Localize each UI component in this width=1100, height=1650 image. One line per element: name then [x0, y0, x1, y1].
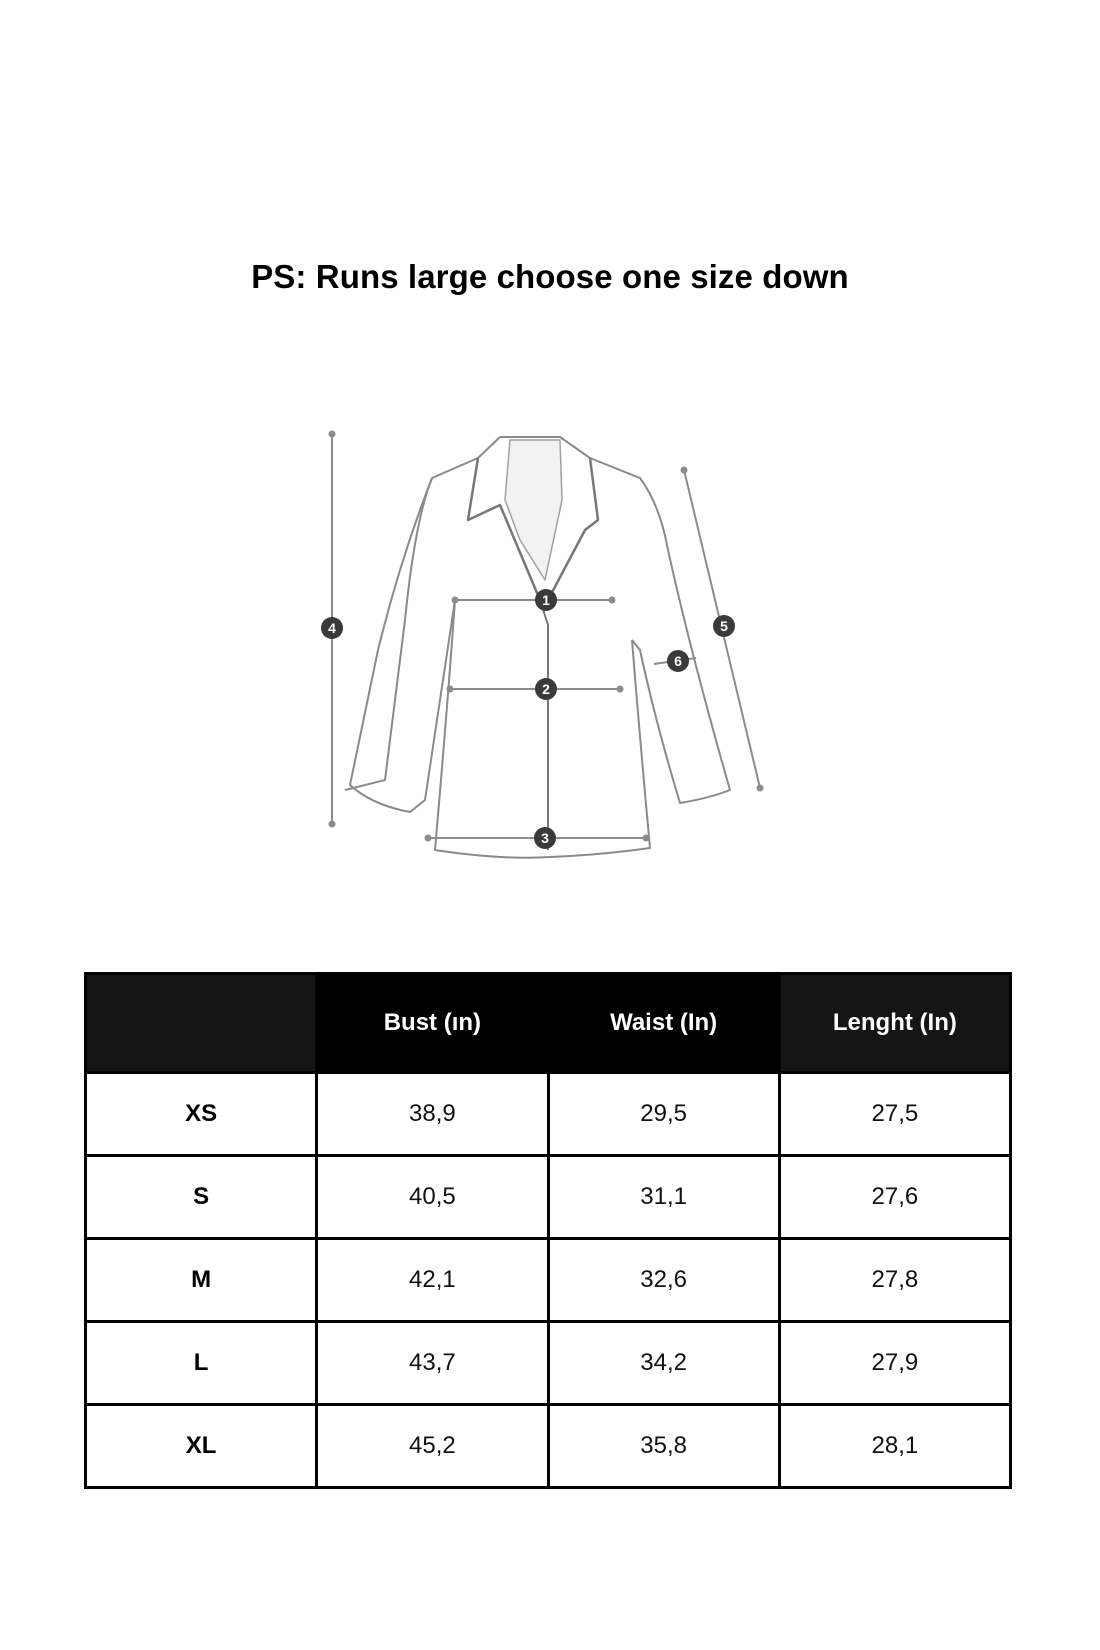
- length-value: 27,9: [779, 1322, 1010, 1405]
- waist-value: 31,1: [548, 1156, 779, 1239]
- marker-6: [667, 650, 689, 672]
- waist-value: 35,8: [548, 1405, 779, 1488]
- size-note: PS: Runs large choose one size down: [251, 258, 849, 295]
- size-label: M: [86, 1239, 317, 1322]
- svg-text:3: 3: [541, 830, 549, 846]
- waist-value: 32,6: [548, 1239, 779, 1322]
- table-header-row: [86, 974, 1011, 1073]
- length-value: 28,1: [779, 1405, 1010, 1488]
- marker-4: [321, 617, 343, 639]
- length-value: 27,6: [779, 1156, 1010, 1239]
- size-label: S: [86, 1156, 317, 1239]
- header-waist: Waist (In): [548, 974, 779, 1073]
- waist-value: 34,2: [548, 1322, 779, 1405]
- header-bust: Bust (ın): [317, 974, 548, 1073]
- marker-5: [713, 615, 735, 637]
- marker-3: [534, 827, 556, 849]
- marker-2: [535, 678, 557, 700]
- size-chart-table: [84, 972, 1012, 1489]
- size-label: L: [86, 1322, 317, 1405]
- table-row: [86, 1073, 1011, 1156]
- blazer-measurement-diagram: [320, 420, 790, 880]
- header-length: Lenght (In): [779, 974, 1010, 1073]
- length-value: 27,5: [779, 1073, 1010, 1156]
- table-row: [86, 1156, 1011, 1239]
- table-row: [86, 1405, 1011, 1488]
- header-size: [86, 974, 317, 1073]
- length-value: 27,8: [779, 1239, 1010, 1322]
- bust-value: 38,9: [317, 1073, 548, 1156]
- size-label: XS: [86, 1073, 317, 1156]
- marker-1: [535, 589, 557, 611]
- svg-text:1: 1: [542, 592, 550, 608]
- bust-value: 45,2: [317, 1405, 548, 1488]
- svg-text:6: 6: [674, 653, 682, 669]
- waist-value: 29,5: [548, 1073, 779, 1156]
- bust-value: 43,7: [317, 1322, 548, 1405]
- svg-text:4: 4: [328, 620, 336, 636]
- svg-text:2: 2: [542, 681, 550, 697]
- bust-value: 40,5: [317, 1156, 548, 1239]
- svg-text:5: 5: [720, 618, 728, 634]
- size-label: XL: [86, 1405, 317, 1488]
- bust-value: 42,1: [317, 1239, 548, 1322]
- table-row: [86, 1322, 1011, 1405]
- table-row: [86, 1239, 1011, 1322]
